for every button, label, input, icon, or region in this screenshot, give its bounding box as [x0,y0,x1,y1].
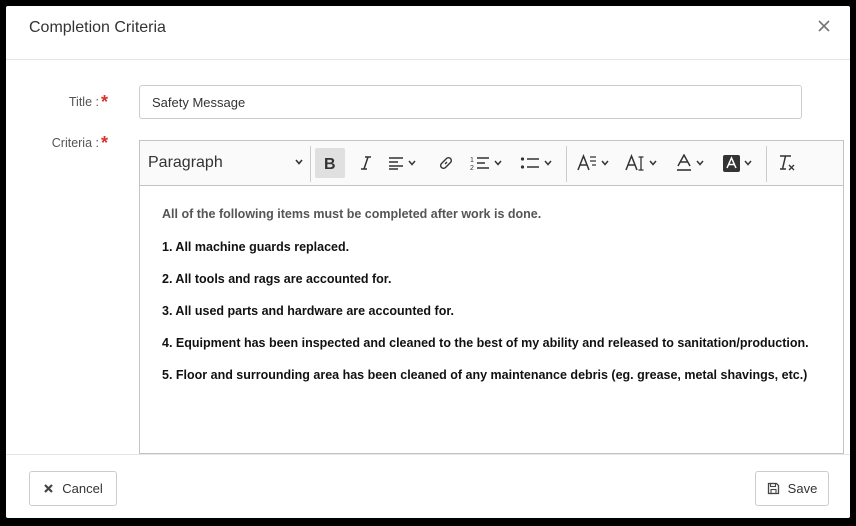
modal-header [6,6,850,60]
close-icon [43,483,54,494]
background-color-icon [723,155,740,172]
save-button[interactable] [755,471,829,506]
criteria-item: 5. Floor and surrounding area has been cleaned of any maintenance debris (eg. grease, metal shavings, etc.) [162,368,808,382]
bold-icon [323,155,337,171]
toolbar-divider [566,146,567,182]
bulleted-list-icon [520,155,540,171]
criteria-item: 2. All tools and rags are accounted for. [162,272,392,286]
svg-text:1: 1 [470,157,474,164]
chevron-down-icon [407,158,417,168]
align-dropdown[interactable] [388,148,417,178]
title-label: Title : * [68,92,108,112]
chevron-down-icon [600,158,610,168]
heading-select-value: Paragraph [148,154,223,171]
criteria-item: 4. Equipment has been inspected and cleaned to the best of my ability and released to sanitation/production. [162,336,809,350]
font-size-icon [577,154,597,172]
remove-format-icon [777,154,797,172]
toolbar-divider [766,146,767,182]
numbered-list-dropdown[interactable] [470,148,503,178]
modal-title: Completion Criteria [29,19,166,36]
required-mark: * [100,133,108,153]
italic-icon [360,155,372,171]
heading-select[interactable] [148,148,304,178]
close-icon[interactable] [816,18,832,34]
editor-toolbar [139,140,844,186]
font-family-dropdown[interactable] [625,148,658,178]
modal-footer [6,454,850,518]
chevron-down-icon [695,158,705,168]
align-icon [388,156,404,170]
italic-button[interactable] [354,148,378,178]
bold-button[interactable] [315,148,345,178]
toolbar-divider [310,146,311,182]
background-color-dropdown[interactable] [723,148,753,178]
link-icon [438,155,454,171]
link-button[interactable] [438,148,454,178]
criteria-editor[interactable] [139,185,844,454]
chevron-down-icon [294,157,304,167]
numbered-list-icon [470,155,490,171]
bulleted-list-dropdown[interactable] [520,148,553,178]
font-family-icon [625,154,645,172]
remove-format-button[interactable] [777,148,797,178]
criteria-item: 1. All machine guards replaced. [162,240,350,254]
title-input[interactable] [139,85,802,119]
chevron-down-icon [543,158,553,168]
save-label: Save [787,481,818,496]
required-mark: * [100,92,108,112]
criteria-intro: All of the following items must be completed after work is done. [162,207,542,221]
completion-criteria-dialog [6,6,850,518]
criteria-item: 3. All used parts and hardware are accounted for. [162,304,454,318]
criteria-label: Criteria : * [51,133,108,153]
cancel-button[interactable] [29,471,117,506]
svg-text:B: B [324,156,336,171]
save-icon [767,482,780,495]
cancel-label: Cancel [62,481,103,496]
font-color-icon [676,154,692,172]
font-size-dropdown[interactable] [577,148,610,178]
chevron-down-icon [743,158,753,168]
chevron-down-icon [493,158,503,168]
chevron-down-icon [648,158,658,168]
svg-text:2: 2 [470,165,474,171]
font-color-dropdown[interactable] [676,148,705,178]
